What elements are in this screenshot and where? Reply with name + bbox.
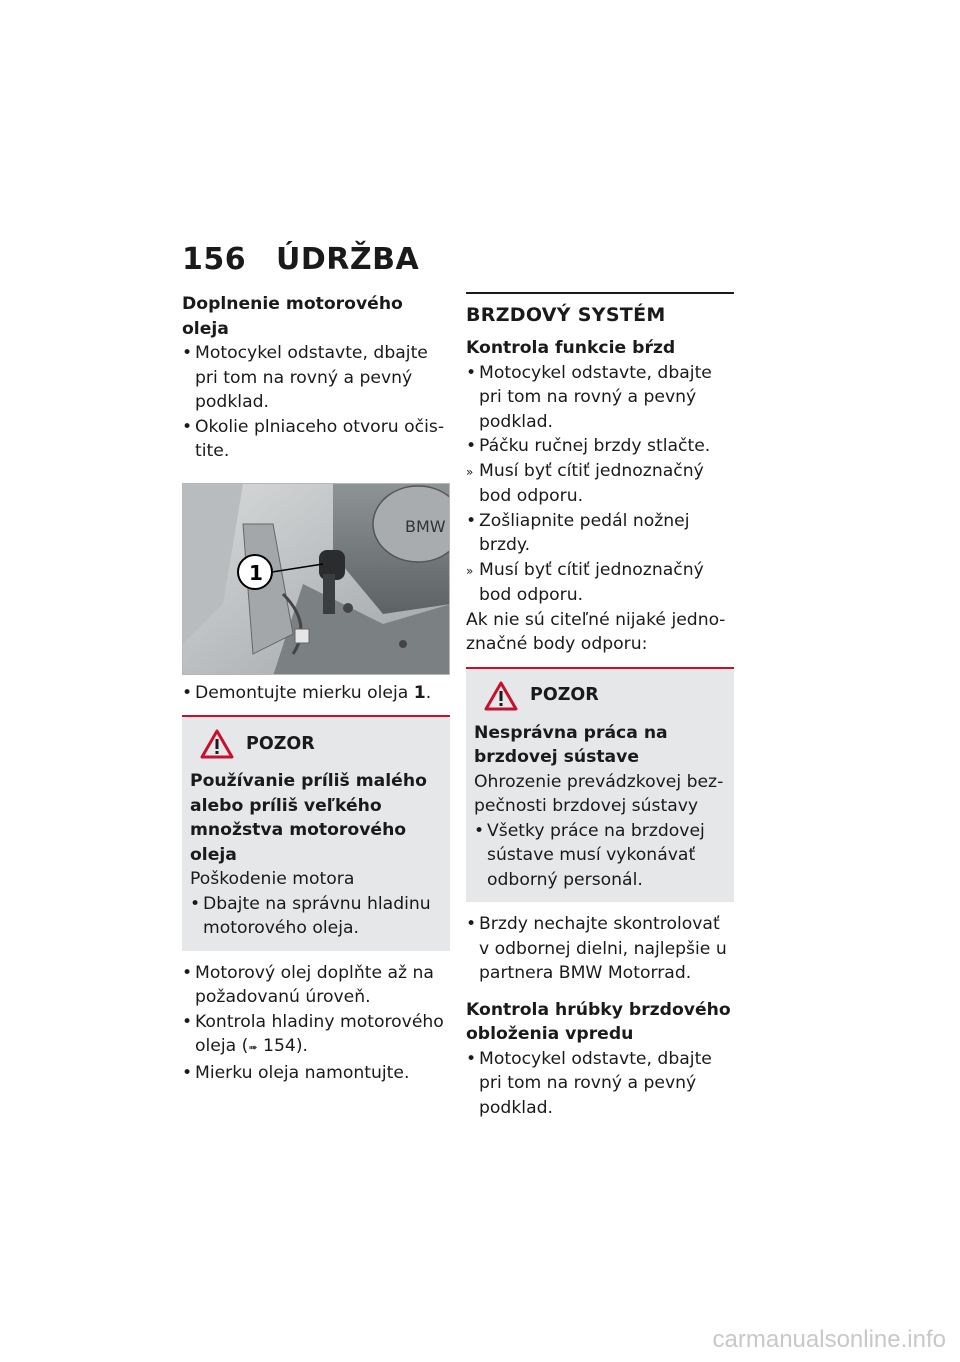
- list-item: • Motorový olej doplňte až na požadovanú úroveň.: [182, 961, 450, 1010]
- list-item: • Brzdy nechajte skontrolovať v odbornej dielni, najlepšie u partnera BMW Motorrad.: [466, 912, 734, 986]
- callout-reference: 1: [413, 682, 426, 703]
- list-item-xref: [182, 1010, 450, 1061]
- result-item: » Musí byť cítiť jednoznačný bod odporu.: [466, 459, 734, 509]
- chapter-title: ÚDRŽBA: [276, 242, 420, 277]
- left-column: [182, 292, 450, 1085]
- caution-label: POZOR: [530, 685, 599, 706]
- engine-illustration: [183, 484, 450, 675]
- bmw-mark: BMW: [405, 516, 446, 536]
- list-item: • Okolie plniaceho otvoru očistite.: [182, 415, 450, 464]
- caution-heading: Používanie príliš malého alebo príliš veľkého množstva motorového oleja: [190, 771, 427, 865]
- section-divider: [466, 292, 734, 294]
- caution-box-oil: [182, 715, 450, 951]
- cross-reference-page: 154).: [257, 1036, 309, 1056]
- watermark: carmanualsonline.info: [712, 1326, 946, 1353]
- section-title-brake-system: BRZDOVÝ SYSTÉM: [466, 304, 666, 326]
- list-item: • Motocykel odstavte, dbajte pri tom na rovný a pevný podklad.: [466, 361, 734, 435]
- right-column: [466, 292, 734, 1120]
- list-item: • Zošliapnite pedál nožnej brzdy.: [466, 509, 734, 558]
- section-title-oil-refill: Doplnenie motorového oleja: [182, 294, 403, 339]
- caution-heading: Nesprávna práca na brzdovej sústave: [474, 722, 668, 767]
- list-item: • Motocykel odstavte, dbajte pri tom na rovný a pevný podklad.: [182, 341, 450, 415]
- callout-number: 1: [249, 560, 263, 585]
- condition-note: Ak nie sú citeľné nijaké jednoznačné body odporu:: [466, 609, 726, 654]
- warning-triangle-icon: [484, 681, 518, 711]
- caution-consequence: Ohrozenie prevádzkovej bezpečnosti brzdovej sústavy: [474, 771, 724, 816]
- subsection-title-brake-pads: Kontrola hrúbky brzdového obloženia vpredu: [466, 999, 731, 1044]
- caution-bullet: • Dbajte na správnu hladinu motorového oleja.: [190, 892, 442, 941]
- caution-consequence: Poškodenie motora: [190, 869, 355, 889]
- list-item-text: Kontrola hladiny motorového oleja (: [195, 1011, 444, 1056]
- result-item: » Musí byť cítiť jednoznačný bod odporu.: [466, 558, 734, 608]
- page-header: [182, 242, 419, 277]
- subsection-title-brake-function: Kontrola funkcie bŕzd: [466, 338, 676, 358]
- warning-triangle-icon: [200, 729, 234, 759]
- cross-reference-arrow-icon: ➠: [248, 1041, 258, 1054]
- caution-title: [190, 729, 442, 759]
- list-item: • Motocykel odstavte, dbajte pri tom na rovný a pevný podklad.: [466, 1047, 734, 1121]
- page-number: 156: [182, 242, 247, 277]
- list-item-punct: .: [425, 682, 432, 703]
- list-item: • Páčku ručnej brzdy stlačte.: [466, 434, 734, 459]
- engine-oil-dipstick-figure: [182, 483, 450, 675]
- list-item: • Mierku oleja namontujte.: [182, 1061, 450, 1086]
- caution-title: [474, 681, 726, 711]
- caution-bullet: • Všetky práce na brzdovej sústave musí vykonávať odborný personál.: [474, 819, 726, 893]
- caution-box-brakes: [466, 667, 734, 903]
- list-item-text: Demontujte mierku oleja: [195, 682, 414, 703]
- list-item: [182, 681, 450, 706]
- caution-label: POZOR: [246, 733, 315, 754]
